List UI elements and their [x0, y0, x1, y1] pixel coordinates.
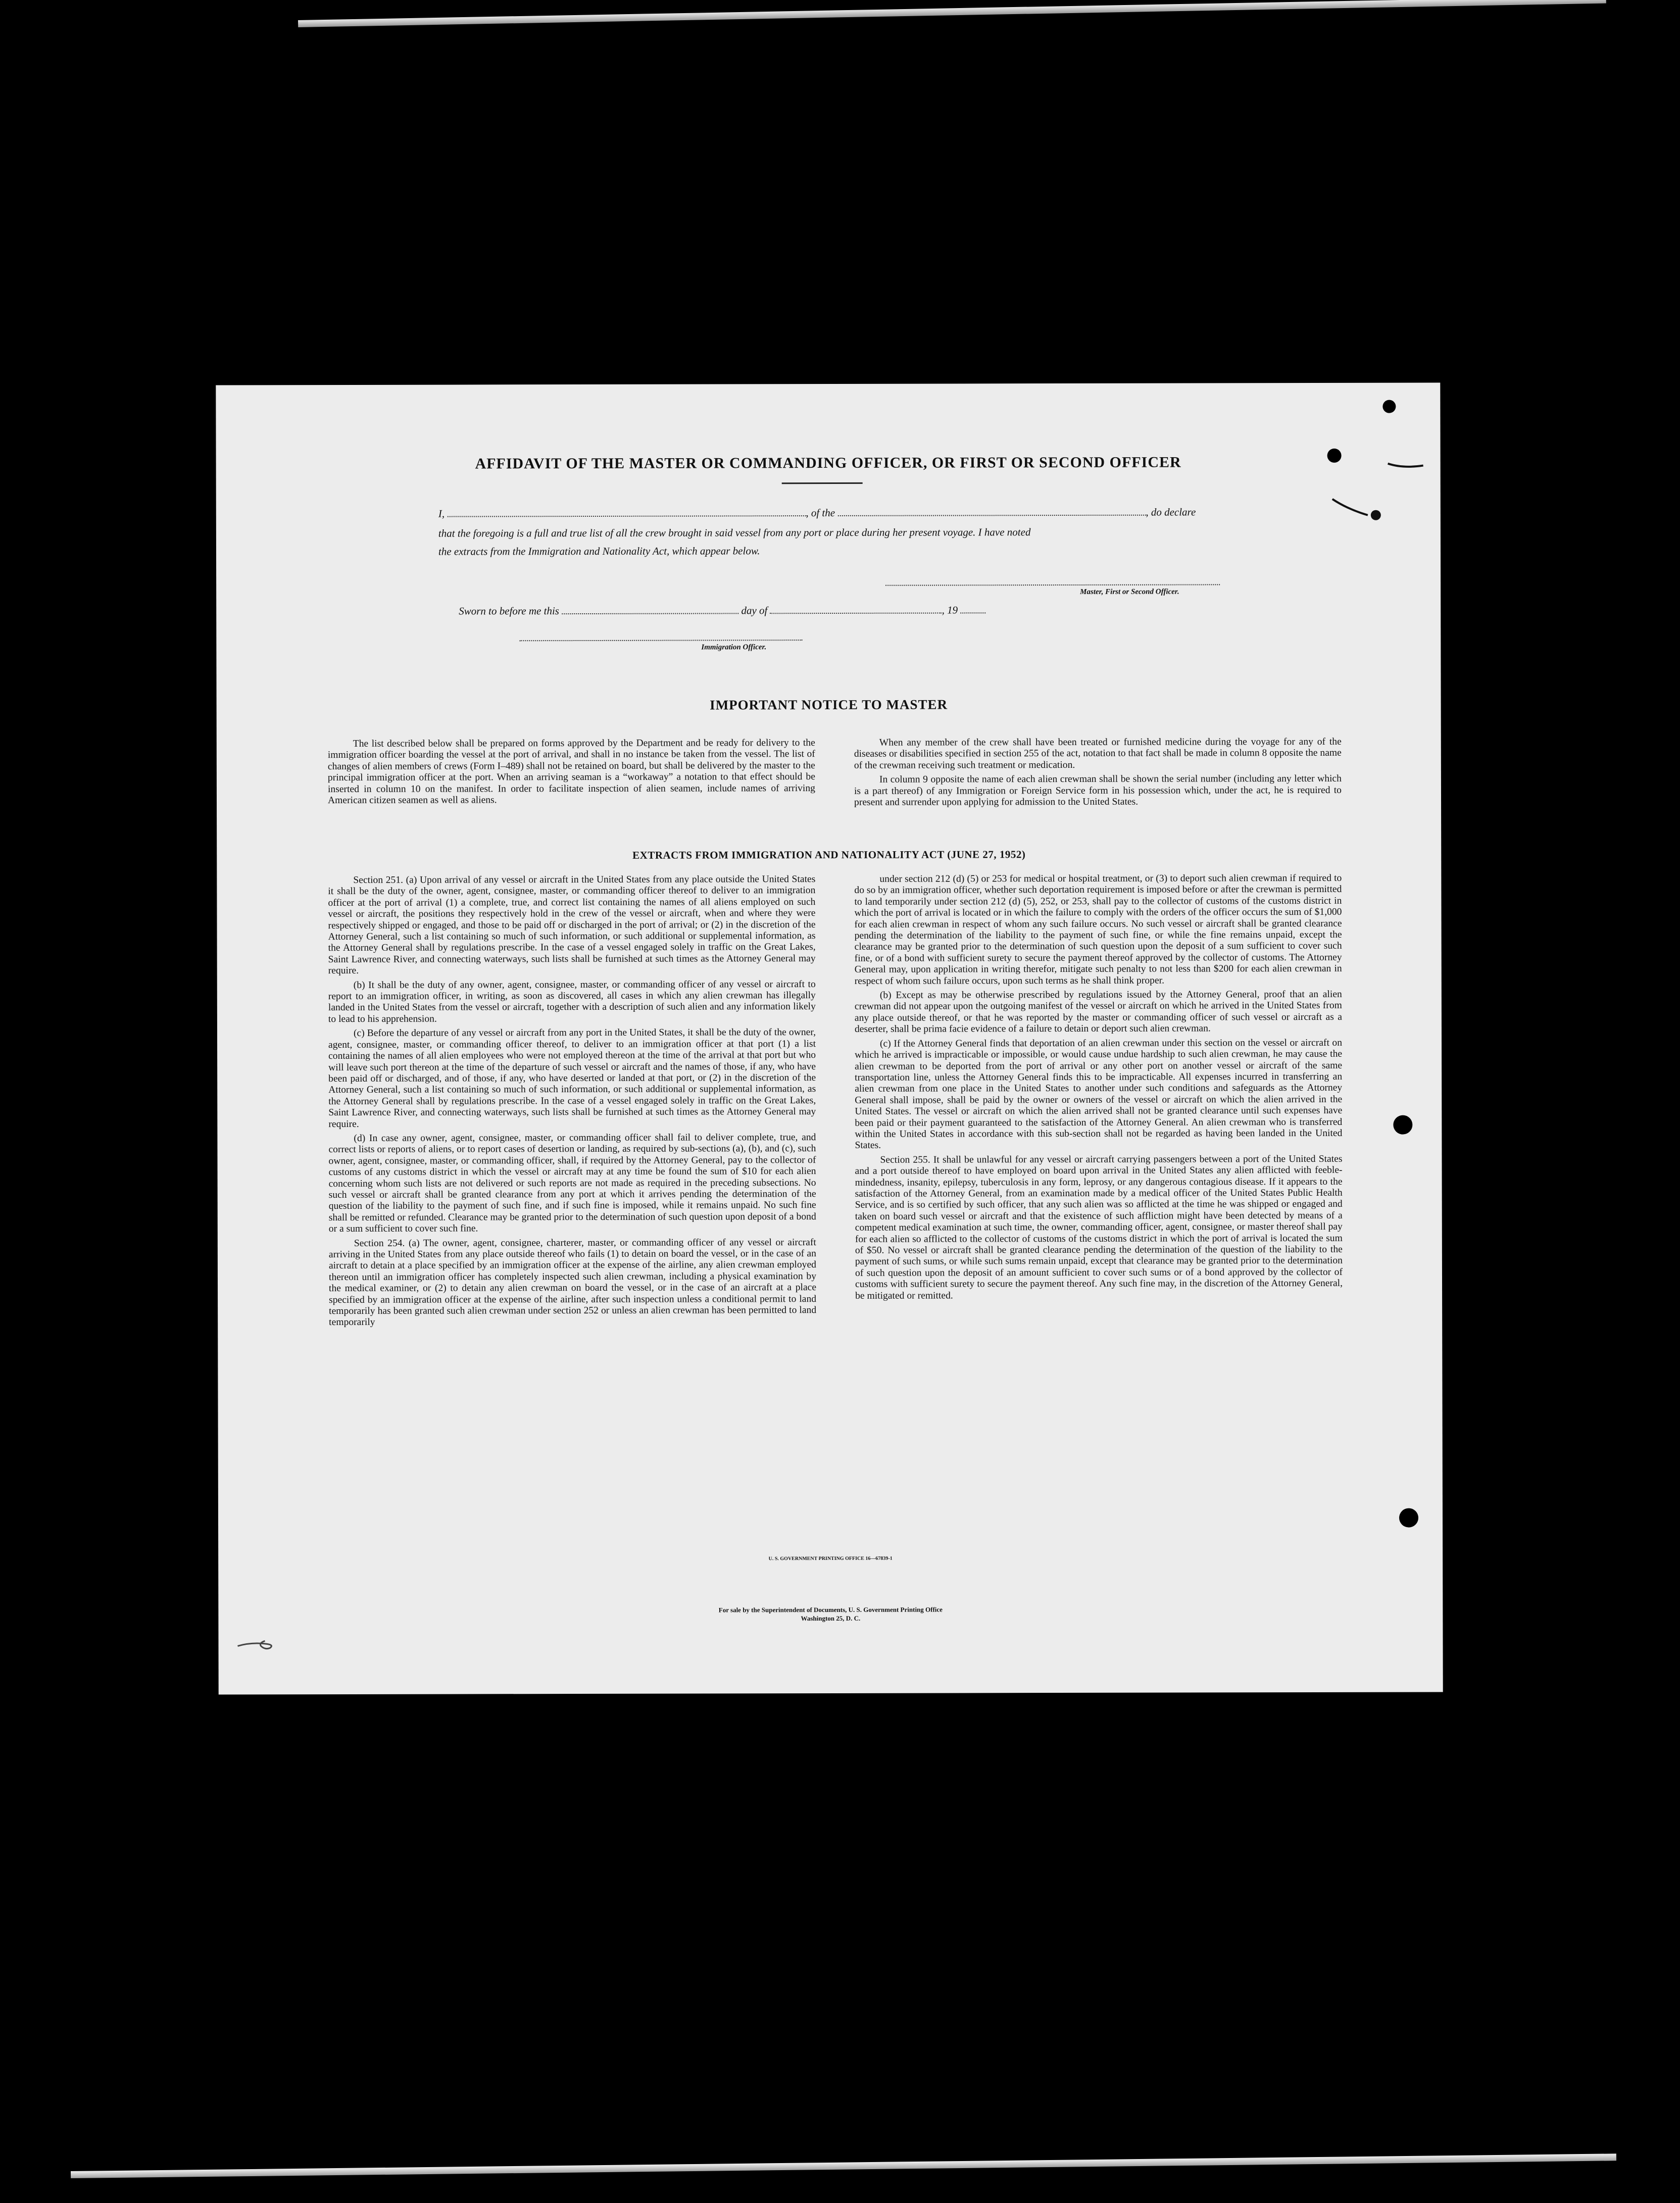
officer-caption: Immigration Officer.	[701, 643, 767, 652]
declaration-line-1	[438, 506, 1196, 520]
sale-notice	[218, 1604, 1443, 1624]
name-blank[interactable]	[447, 515, 806, 517]
sworn-prefix: Sworn to before me this	[459, 605, 559, 617]
extracts-left-paragraph: Section 254. (a) The owner, agent, consignee, charterer, master, or commanding officer of any vessel or aircraft arriving in the United States from any place outside thereof who fails (1) to detain on board the vessel, or in the case of an aircraft to detain at a place specified by an immigration officer at the expense of the airline, any alien crewman employed thereon until an immigration officer has completely inspected such alien crewman, including a physical examination by the medical examiner, or (2) to detain any alien crewman on board the vessel, or in the case of an aircraft at a place specified by an immigration officer at the expense of the airline, after such inspection unless a conditional permit to land temporarily has been granted such alien crewman under section 252 or unless an alien crewman has been permitted to land temporarily	[328, 1237, 817, 1328]
printing-office-code: U. S. GOVERNMENT PRINTING OFFICE 16—67839-1	[768, 1555, 893, 1562]
document-page	[216, 382, 1443, 1694]
extracts-title: EXTRACTS FROM IMMIGRATION AND NATIONALITY ACT (JUNE 27, 1952)	[632, 848, 1026, 861]
margin-scribble-icon	[1327, 458, 1439, 524]
extracts-right-column	[854, 873, 1343, 1305]
pen-mark-icon	[236, 1637, 277, 1652]
declaration-prefix: I,	[438, 507, 445, 520]
extracts-left-paragraph: (d) In case any owner, agent, consignee, master, or commanding officer shall fail to deliver complete, true, and correct lists or reports of aliens, or to report cases of desertion or landing, as required by sub-sections (a), (b), and (c), such owner, agent, consignee, master, or commanding officer, shall, if required by the Attorney General, pay to the collector of customs of any customs district in which the vessel or aircraft may at any time be found the sum of $10 for each alien concerning whom such lists are not delivered or such reports are not made as required in the preceding subsections. No such vessel or aircraft shall be granted clearance from any port at which it arrives pending the determination of the question of the liability to the payment of such fine, and if such fine is imposed, while it remains unpaid. No such fine shall be remitted or refunded. Clearance may be granted prior to the determination of such question upon deposit of a bond or a sum sufficient to cover such fine.	[328, 1132, 816, 1235]
master-caption: Master, First or Second Officer.	[1080, 588, 1179, 596]
extracts-left-paragraph: (c) Before the departure of any vessel or aircraft from any port in the United States, it shall be the duty of the owner, agent, consignee, master, or commanding officer thereof, to deliver to an immigration officer at that port (1) a list containing the names of all alien employees who were not employed thereon at the time of the arrival at that port but who will leave such port thereon at the time of the departure of such vessel or aircraft and the names of those, if any, who have been paid off or discharged, and of those, if any, who have deserted or landed at that port, or (2) in the discretion of the Attorney General, such a list containing so much of such information, or such additional or supplemental information, as the Attorney General shall by regulations prescribe. In the case of a vessel engaged solely in traffic on the Great Lakes, Saint Lawrence River, and connecting waterways, such lists shall be furnished at such times as the Attorney General may require.	[328, 1027, 816, 1130]
extracts-right-paragraph: under section 212 (d) (5) or 253 for medical or hospital treatment, or (3) to deport such alien crewman if required to do so by an immigration officer, whether such deportation requirement is imposed before or after the crewman is permitted to land temporarily under section 212 (d) (5), 252, or 253, shall pay to the collector of customs of the customs district in which the port of arrival is located or in which the failure to comply with the orders of the officer occurs the sum of $1,000 for each alien crewman in respect of whom any such failure occurs. No such vessel or aircraft shall be granted clearance pending the determination of the liability to the payment of such fine, or while the fine remains unpaid, except the clearance may be granted prior to the determination of such question upon the deposit of a sum sufficient to cover such fine, or of a bond with sufficient surety to secure the payment thereof approved by the collector of customs. The Attorney General may, upon application in writing therefor, mitigate such penalty to not less than $200 for each alien crewman in respect of whom such failure occurs, upon such terms as he shall think proper.	[854, 872, 1342, 987]
vessel-blank[interactable]	[837, 514, 1146, 516]
notice-left-column	[328, 738, 815, 809]
notice-left-paragraph: The list described below shall be prepared on forms approved by the Department and be ready for delivery to the immigration officer boarding the vessel at the port of arrival, and shall in no instance be taken from the vessel. The list of changes of alien members of crews (Form I–489) shall not be retained on board, but shall be delivered by the master to the principal immigration officer at the port. When an arriving seaman is a “workaway” a notation to that effect should be inserted in column 10 on the manifest. In order to facilitate inspection of alien seamen, include names of arriving American citizen seamen as well as aliens.	[327, 738, 815, 806]
sworn-year-blank[interactable]	[960, 612, 985, 613]
title-rule	[782, 482, 863, 484]
sworn-year-label: , 19	[942, 604, 958, 616]
notice-title: IMPORTANT NOTICE TO MASTER	[710, 697, 948, 713]
sworn-day-label: day of	[741, 604, 768, 617]
extracts-right-paragraph: (c) If the Attorney General finds that deportation of an alien crewman under this section on the vessel or aircraft on which he arrived is impracticable or impossible, or would cause undue hardship to such alien crewman, he may cause the alien crewman to be deported from the port of arrival or any other port on another vessel or aircraft of the same transportation line, unless the Attorney General finds this to be impracticable. All expenses incurred in transferring an alien crewman from one place in the United States to another under such conditions and safeguards as the Attorney General shall impose, shall be paid by the owner or owners of the vessel or aircraft on which the alien arrived in the United States. The vessel or aircraft on which the alien arrived shall not be granted clearance until such expenses have been paid or their payment guaranteed to the satisfaction of the Attorney General. An alien crewman who is transferred within the United States in accordance with this sub-section shall not be regarded as having been landed in the United States.	[855, 1037, 1343, 1151]
master-signature-line[interactable]	[885, 584, 1220, 585]
sworn-month-blank[interactable]	[770, 612, 942, 614]
sale-notice-line-2: Washington 25, D. C.	[801, 1614, 861, 1623]
punch-hole-lower	[1399, 1508, 1418, 1528]
affidavit-title: AFFIDAVIT OF THE MASTER OR COMMANDING OFFICER, OR FIRST OR SECOND OFFICER	[475, 454, 1181, 472]
extracts-left-column	[328, 874, 816, 1332]
officer-signature-line[interactable]	[519, 640, 802, 641]
sale-notice-line-1: For sale by the Superintendent of Documents, U. S. Government Printing Office	[718, 1605, 943, 1614]
notice-right-paragraph: In column 9 opposite the name of each alien crewman shall be shown the serial number (including any letter which is a part thereof) of any Immigration or Foreign Service form in his possession which, under the act, he is required to present and surrender upon applying for admission to the United States.	[854, 773, 1342, 808]
notice-right-paragraph: When any member of the crew shall have been treated or furnished medicine during the voyage for any of the diseases or disabilities specified in section 255 of the act, notation to that fact shall be made in column 8 opposite the name of the crewman receiving such treatment or medication.	[854, 736, 1342, 771]
extracts-left-paragraph: Section 251. (a) Upon arrival of any vessel or aircraft in the United States from any place outside the United States it shall be the duty of the owner, agent, consignee, master, or commanding officer thereof to deliver to an immigration officer at the port of arrival (1) a complete, true, and correct list containing the names of all aliens employed on such vessel or aircraft, the positions they respectively hold in the crew of the vessel or aircraft, when and where they were respectively shipped or engaged, and those to be paid off or discharged in the port of arrival; or (2) in the discretion of the Attorney General, such a list containing so much of such information, or such additional or supplemental information, as the Attorney General shall by regulations prescribe. In the case of a vessel engaged solely in traffic on the Great Lakes, Saint Lawrence River, and connecting waterways, such lists shall be furnished at such times as the Attorney General may require.	[328, 874, 816, 976]
extracts-right-paragraph: Section 255. It shall be unlawful for any vessel or aircraft carrying passengers between a port of the United States and a port outside thereof to have employed on board upon arrival in the United States any alien afflicted with feeble-mindedness, insanity, epilepsy, tuberculosis in any form, leprosy, or any dangerous contagious disease. If it appears to the satisfaction of the Attorney General, from an examination made by a medical officer of the United States Public Health Service, and is so certified by such officer, that any such alien was so afflicted at the time he was shipped or engaged and taken on board such vessel or aircraft and that the existence of such affliction might have been detected by means of a competent medical examination at such time, the owner, commanding officer, agent, consignee, or master thereof shall pay for each alien so afflicted to the collector of customs of the customs district in which the port of arrival is located the sum of $50. No vessel or aircraft shall be granted clearance pending the determination of the question of the liability to the payment of such sums, or while such sums remain unpaid, except that clearance may be granted prior to the determination of such question upon the deposit of an amount sufficient to cover such sums or of a bond approved by the collector of customs with sufficient surety to secure the payment thereof. Any such fine may, in the discretion of the Attorney General, be mitigated or remitted.	[855, 1153, 1343, 1301]
extracts-right-paragraph: (b) Except as may be otherwise prescribed by regulations issued by the Attorney General, proof that an alien crewman did not appear upon the outgoing manifest of the vessel or aircraft on which he arrived in the United States from any place outside thereof, or that he was reported by the master or commanding officer of such vessel or aircraft as a deserter, shall be prima facie evidence of a failure to detain or deport such alien crewman.	[854, 989, 1342, 1035]
punch-hole-top	[1382, 400, 1396, 413]
declaration-mid: , of the	[806, 506, 835, 519]
sworn-line	[459, 604, 985, 617]
notice-right-column	[854, 737, 1342, 811]
extracts-left-paragraph: (b) It shall be the duty of any owner, agent, consignee, master, or commanding officer of any vessel or aircraft to report to an immigration officer, in writing, as soon as discovered, all cases in which any alien crewman has illegally landed in the United States from the vessel or aircraft, together with a description of such alien and any information likely to lead to his apprehension.	[328, 978, 816, 1024]
scan-edge-bottom	[71, 2153, 1616, 2178]
scan-edge-top	[298, 0, 1606, 27]
punch-hole-middle	[1393, 1115, 1412, 1135]
declaration-line-3: the extracts from the Immigration and Nationality Act, which appear below.	[438, 545, 760, 558]
declaration-suffix: , do declare	[1146, 506, 1196, 518]
declaration-line-2: that the foregoing is a full and true list of all the crew brought in said vessel from any port or place during her present voyage. I have noted	[438, 526, 1031, 540]
sworn-day-blank[interactable]	[562, 612, 738, 614]
